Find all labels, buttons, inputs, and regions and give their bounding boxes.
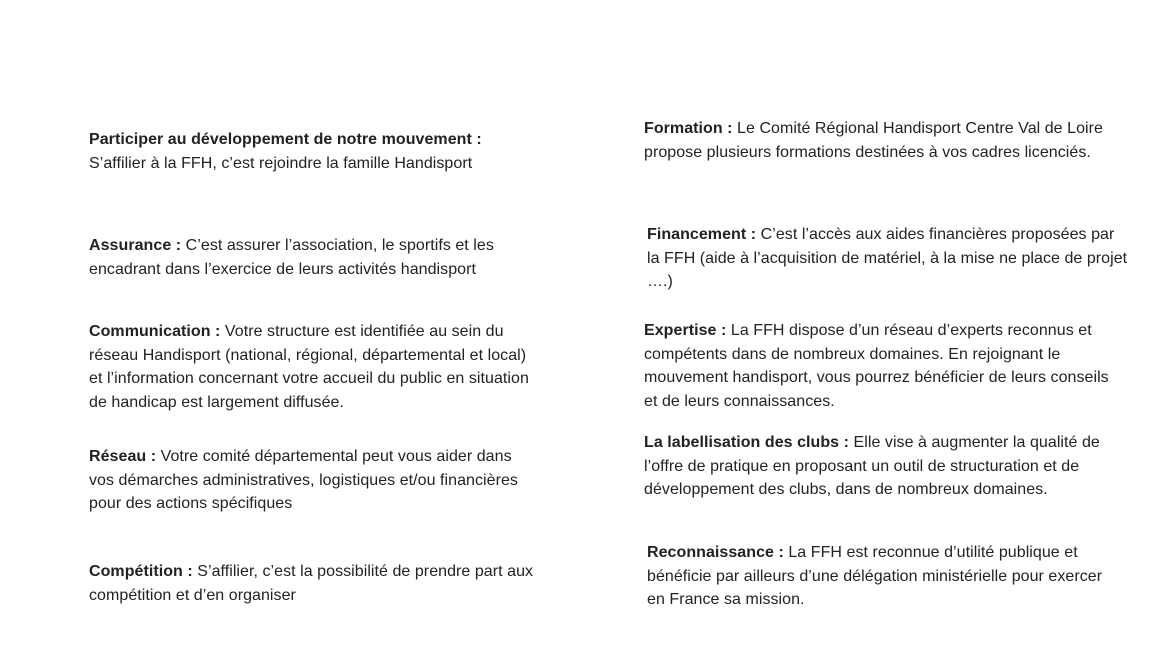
section-title: Compétition : — [89, 563, 193, 580]
section-text: S’affilier, c’est la possibilité de prendre part aux compétition et d’en organiser — [89, 563, 534, 604]
section-text: La FFH est reconnue d’utilité publique et bénéficie par ailleurs d’une délégation ministérielle pour exercer en France sa mission. — [647, 544, 1103, 608]
section-text: S’affilier à la FFH, c’est rejoindre la famille Handisport — [89, 154, 473, 172]
section-text: Le Comité Régional Handisport Centre Val de Loire propose plusieurs formations destinées à vos cadres licenciés. — [644, 120, 1103, 161]
section-reseau — [89, 445, 539, 516]
section-formation — [644, 117, 1104, 164]
section-title: Formation : — [644, 120, 733, 137]
section-title: Expertise : — [644, 322, 727, 339]
section-title: Financement : — [647, 226, 757, 243]
section-title: Réseau : — [89, 448, 157, 465]
section-title: Assurance : — [89, 237, 182, 254]
section-participer — [89, 128, 549, 175]
section-title: La labellisation des clubs : — [644, 434, 850, 451]
section-text: La FFH dispose d’un réseau d’experts reconnus et compétents dans de nombreux domaines. En rejoignant le mouvement handisport, vous pourrez bénéficier de leurs conseils et de leurs connaissances. — [644, 322, 1109, 410]
section-text: Votre comité départemental peut vous aider dans vos démarches administratives, logistiques et/ou financières pour des actions spécifiques — [89, 448, 518, 512]
section-text: C’est l’accès aux aides financières proposées par la FFH (aide à l’acquisition de matériel, à la mise ne place de projet ….) — [647, 226, 1128, 290]
section-assurance — [89, 234, 539, 281]
section-expertise — [644, 319, 1126, 413]
section-title: Participer au développement de notre mouvement : — [89, 131, 482, 148]
section-text: Elle vise à augmenter la qualité de l’offre de pratique en proposant un outil de structuration et de développement des clubs, dans de nombreux domaines. — [644, 434, 1100, 498]
section-communication — [89, 320, 539, 414]
section-labellisation — [644, 431, 1119, 502]
section-text: Votre structure est identifiée au sein du réseau Handisport (national, régional, départemental et local) et l’information concernant votre accueil du public en situation de handicap est largement diffusée. — [89, 323, 529, 411]
section-reconnaissance — [647, 541, 1115, 612]
section-title: Reconnaissance : — [647, 544, 784, 561]
section-text: C’est assurer l’association, le sportifs et les encadrant dans l’exercice de leurs activités handisport — [89, 237, 494, 278]
section-competition — [89, 560, 539, 607]
section-title: Communication : — [89, 323, 221, 340]
section-financement — [647, 223, 1129, 294]
